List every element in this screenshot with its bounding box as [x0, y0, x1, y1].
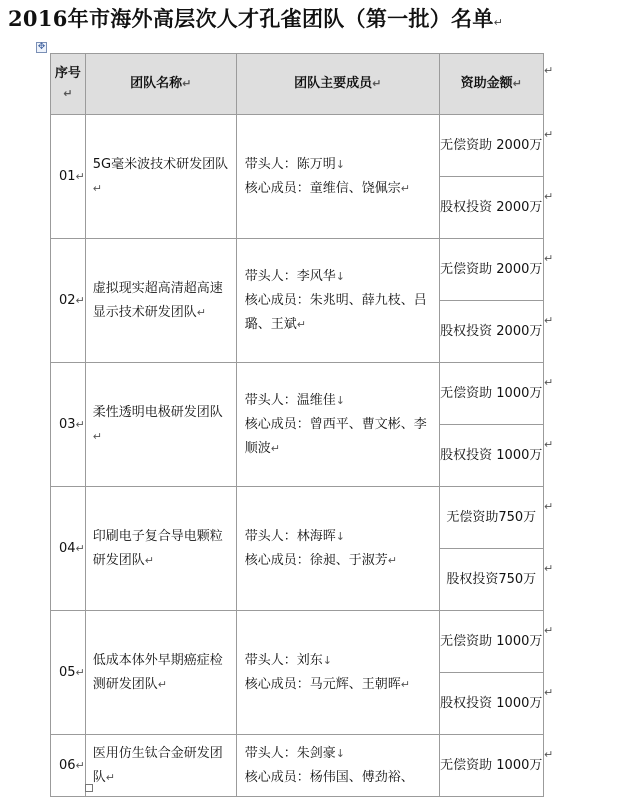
cell-team-name: 低成本体外早期癌症检测研发团队↵: [85, 611, 236, 735]
cell-seq: 04↵: [51, 487, 86, 611]
table-row: [51, 487, 544, 549]
header-members: 团队主要成员↵: [236, 54, 439, 115]
table-row: [51, 115, 544, 177]
cell-grant: 无偿资助750万: [439, 487, 543, 549]
row-end-mark: ↵: [544, 748, 554, 761]
cell-equity: 股权投资 2000万: [439, 177, 543, 239]
cell-grant: 无偿资助 2000万: [439, 239, 543, 301]
cell-team-name: 虚拟现实超高清超高速显示技术研发团队↵: [85, 239, 236, 363]
cell-grant: 无偿资助 1000万: [439, 363, 543, 425]
row-end-mark: ↵: [544, 500, 554, 513]
row-end-mark: ↵: [544, 438, 554, 451]
document-title: 2016年市海外高层次人才孔雀团队（第一批）名单↵: [8, 6, 504, 31]
cell-team-name: 印刷电子复合导电颗粒研发团队↵: [85, 487, 236, 611]
cell-grant: 无偿资助 2000万: [439, 115, 543, 177]
cell-seq: 01↵: [51, 115, 86, 239]
header-funding: 资助金额↵: [439, 54, 543, 115]
cell-equity: 股权投资750万: [439, 549, 543, 611]
cell-seq: 06↵: [51, 735, 86, 797]
cell-equity: 股权投资 1000万: [439, 425, 543, 487]
table-resize-handle-icon[interactable]: [85, 784, 93, 792]
row-end-mark: ↵: [544, 64, 554, 77]
cell-members: [236, 735, 439, 797]
cell-team-name: 柔性透明电极研发团队↵: [85, 363, 236, 487]
cell-grant: 无偿资助 1000万: [439, 611, 543, 673]
cell-equity: 股权投资 2000万: [439, 301, 543, 363]
table-row: [51, 735, 544, 797]
table-row: [51, 239, 544, 301]
core-members: 核心成员：朱兆明、薛九枝、吕璐、王斌↵: [244, 292, 427, 332]
cell-seq: 05↵: [51, 611, 86, 735]
cell-seq: 03↵: [51, 363, 86, 487]
team-leader: 带头人：陈万明↓: [244, 156, 345, 172]
core-members: 核心成员：童维信、饶佩宗↵: [244, 180, 410, 196]
team-leader: 带头人：林海晖↓: [244, 528, 345, 544]
cell-members: [236, 239, 439, 363]
core-members: 核心成员：曾西平、曹文彬、李顺波↵: [244, 416, 427, 456]
header-seq: 序号↵: [51, 54, 86, 115]
row-end-mark: ↵: [544, 128, 554, 141]
cell-members: [236, 487, 439, 611]
table-row: [51, 611, 544, 673]
table-move-handle-icon[interactable]: ✥: [37, 42, 46, 52]
row-end-mark: ↵: [544, 314, 554, 327]
header-team-name: 团队名称↵: [85, 54, 236, 115]
cell-seq: 02↵: [51, 239, 86, 363]
cell-members: [236, 363, 439, 487]
cell-team-name: 5G毫米波技术研发团队↵: [85, 115, 236, 239]
row-end-mark: ↵: [544, 376, 554, 389]
row-end-mark: ↵: [544, 686, 554, 699]
team-list-table: [50, 53, 544, 797]
cell-equity: 股权投资 1000万: [439, 673, 543, 735]
team-leader: 带头人：温维佳↓: [244, 392, 345, 408]
core-members: 核心成员：杨伟国、傅劲裕、: [244, 769, 414, 785]
row-end-mark: ↵: [544, 252, 554, 265]
team-leader: 带头人：刘东↓: [244, 652, 332, 668]
team-leader: 带头人：李风华↓: [244, 268, 345, 284]
cell-members: [236, 115, 439, 239]
team-leader: 带头人：朱剑豪↓: [244, 745, 345, 761]
row-end-mark: ↵: [544, 562, 554, 575]
paragraph-mark: ↵: [493, 16, 504, 29]
cell-members: [236, 611, 439, 735]
table-header-row: [51, 54, 544, 115]
row-end-mark: ↵: [544, 190, 554, 203]
core-members: 核心成员：徐昶、于淑芳↵: [244, 552, 397, 568]
cell-team-name: 医用仿生钛合金研发团队↵: [85, 735, 236, 797]
table-row: [51, 363, 544, 425]
cell-grant: 无偿资助 1000万: [439, 735, 543, 797]
row-end-mark: ↵: [544, 624, 554, 637]
core-members: 核心成员：马元辉、王朝晖↵: [244, 676, 410, 692]
